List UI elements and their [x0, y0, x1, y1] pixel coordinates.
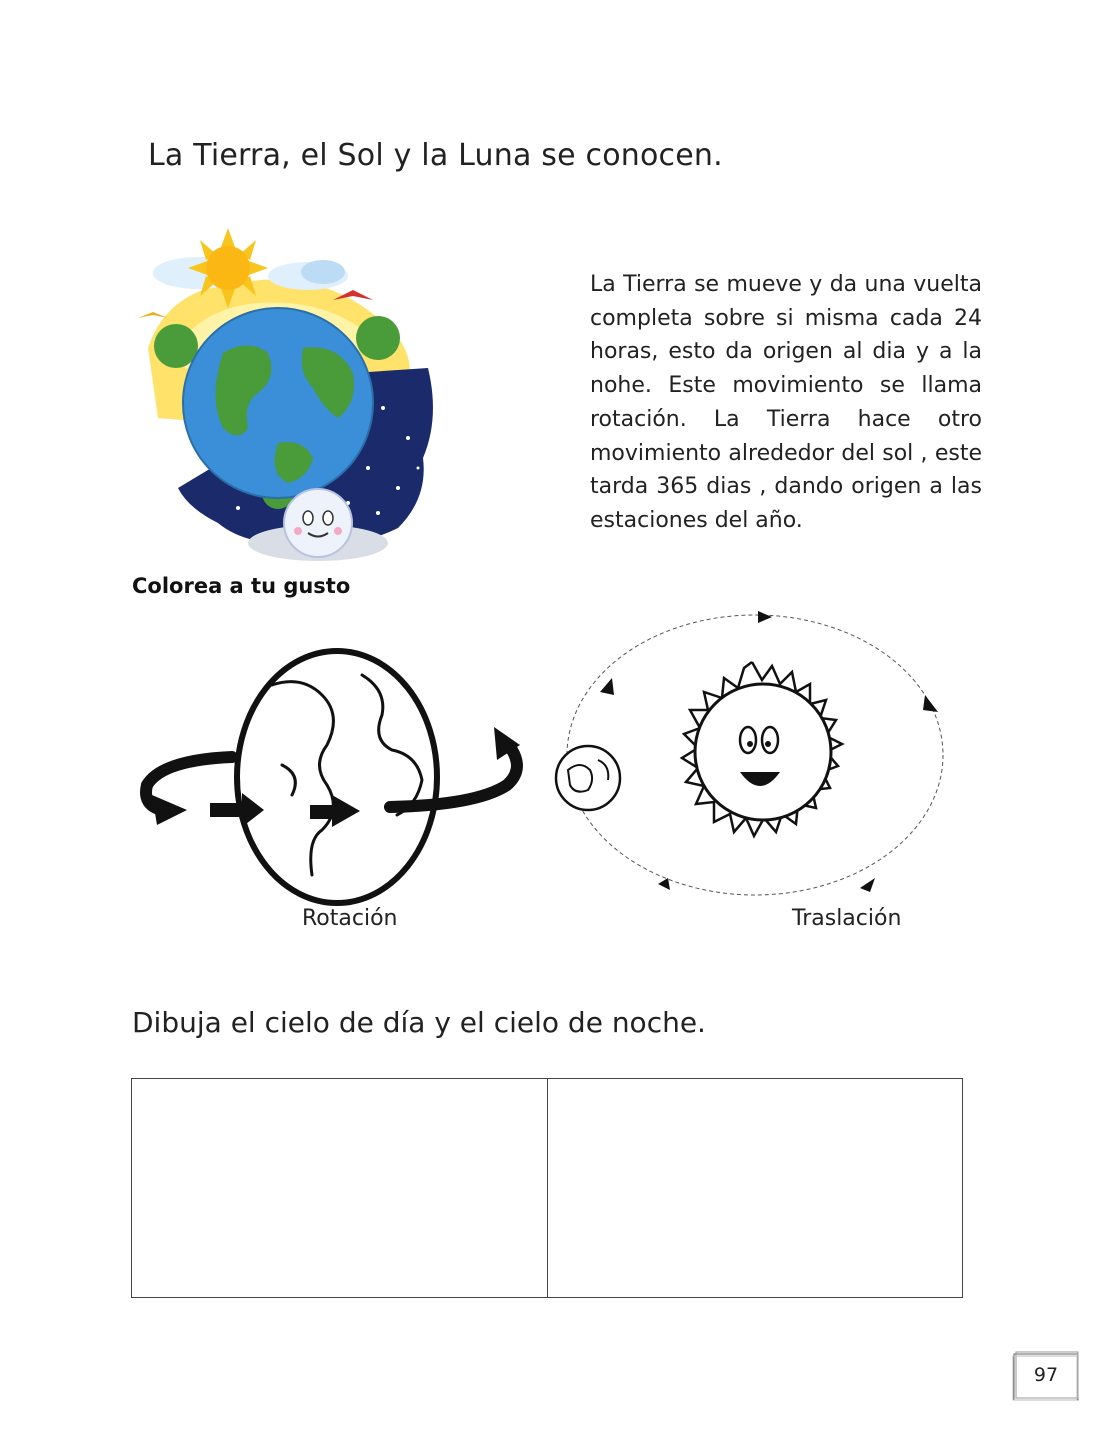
page-title: La Tierra, el Sol y la Luna se conocen.	[148, 138, 723, 173]
night-sky-drawing-area[interactable]	[548, 1079, 963, 1297]
movement-explanation-text: La Tierra se mueve y da una vuelta completa sobre si misma cada 24 horas, esto da origen al dia y a la nohe. Este movimiento se llama rotación. La Tierra hace otro movimiento alrededor del sol , este tarda 365 dias , dando origen a las estaciones del año.	[590, 272, 982, 533]
drawing-activity-title: Dibuja el cielo de día y el cielo de noche.	[132, 1006, 706, 1039]
page-number: 97	[1033, 1364, 1059, 1386]
day-sky-drawing-area[interactable]	[132, 1079, 548, 1297]
earth-sun-moon-illustration	[128, 228, 440, 570]
translation-caption: Traslación	[792, 906, 902, 931]
rotation-caption: Rotación	[302, 906, 398, 931]
earth-icon	[183, 308, 373, 498]
drawing-box	[131, 1078, 963, 1298]
coloring-instruction: Colorea a tu gusto	[132, 574, 351, 598]
rotation-diagram	[132, 645, 532, 910]
translation-diagram	[540, 600, 960, 905]
sun-icon	[682, 662, 842, 836]
page-number-frame	[1012, 1350, 1080, 1402]
sun-icon	[188, 228, 268, 308]
